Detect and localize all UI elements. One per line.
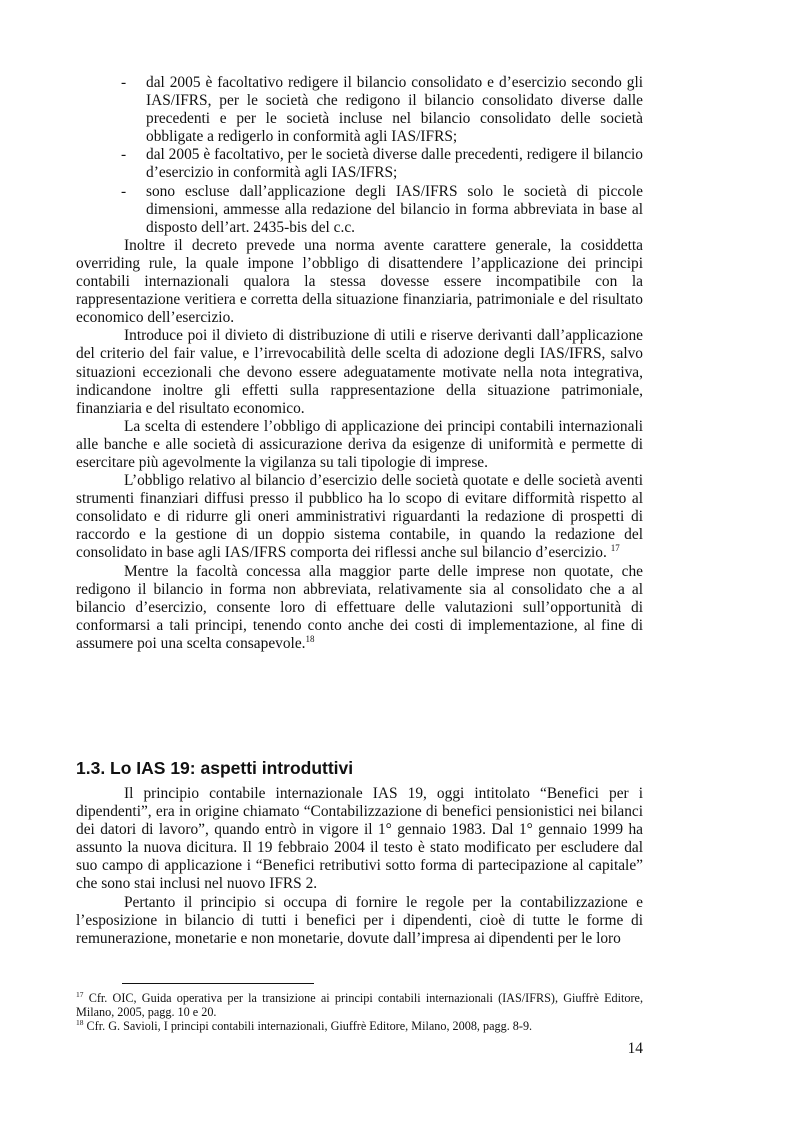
paragraph-unlisted-companies — [76, 563, 643, 653]
footnote-17 — [76, 991, 643, 1019]
paragraph-overriding-rule: Inoltre il decreto prevede una norma avente carattere generale, la cosiddetta overriding rule, la quale impone l’obbligo di disattendere l’applicazione dei principi contabili internazionali qualora la stessa dovesse essere incompatibile con la rappresentazione veritiera e corretta della situazione finanziaria, patrimoniale e del risultato economico dell’esercizio. — [76, 236, 643, 327]
paragraph-banks: La scelta di estendere l’obbligo di applicazione dei principi contabili internazionali alle banche e alle società di assicurazione deriva da esigenze di uniformità e permette di esercitare più agevolmente la vigilanza su tali tipologie di imprese. — [76, 417, 643, 471]
page-number: 14 — [627, 1040, 643, 1057]
paragraph-listed-companies — [76, 472, 643, 562]
footnote-number: 17 — [76, 990, 84, 999]
paragraph-ias19-history: Il principio contabile internazionale IAS 19, oggi intitolato “Benefici per i dipendenti”, era in origine chiamato “Contabilizzazione di benefici pensionistici nei bilanci dei datori di lavoro”, quando entrò in vigore il 1° gennaio 1983. Dal 1° gennaio 1999 ha assunto la nuova dicitura. Il 19 febbraio 2004 il testo è stato modificato per escludere dal suo campo di applicazione i “Benefici retributivi sotto forma di partecipazione al capitale” che sono stai inclusi nel nuovo IFRS 2. — [76, 785, 643, 893]
footnotes — [76, 991, 643, 1033]
footnote-ref-17: 17 — [610, 543, 620, 554]
paragraph-fair-value: Introduce poi il divieto di distribuzione di utili e riserve derivanti dall’applicazione del criterio del fair value, e l’irrevocabilità delle scelta di adozione degli IAS/IFRS, salvo situazioni eccezionali che devono essere adeguatamente motivate nella nota integrativa, indicandone inoltre gli effetti sulla rappresentazione della situazione patrimoniale, finanziaria e del risultato economico. — [76, 327, 643, 417]
footnote-text: Cfr. G. Savioli, I principi contabili internazionali, Giuffrè Editore, Milano, 2008, pagg. 8-9. — [83, 1019, 533, 1033]
paragraph-ias19-scope: Pertanto il principio si occupa di fornire le regole per la contabilizzazione e l’esposizione in bilancio di tutti i benefici per i dipendenti, cioè di tutte le forme di remunerazione, monetarie e non monetarie, dovute dall’impresa ai dipendenti per le loro — [76, 893, 643, 947]
paragraph-text: Mentre la facoltà concessa alla maggior parte delle imprese non quotate, che redigono il bilancio in forma non abbreviata, relativamente sia al consolidato che a al bilancio d’esercizio, consente loro di effettuare delle valutazioni sull’opportunità di conformarsi a tali principi, tenendo conto anche dei costi di implementazione, al fine di assumere poi una scelta consapevole. — [76, 562, 643, 652]
list-item-text: dal 2005 è facoltativo redigere il bilancio consolidato e d’esercizio secondo gli IAS/IFRS, per le società che redigono il bilancio consolidato diverse dalle precedenti e per le società incluse nel bilancio consolidato delle società obbligate a redigerlo in conformità agli IAS/IFRS; — [146, 74, 643, 146]
section-heading: 1.3. Lo IAS 19: aspetti introduttivi — [76, 758, 354, 778]
body-text-section — [76, 785, 643, 948]
list-dash: - — [121, 74, 127, 91]
list-item — [76, 146, 643, 182]
footnote-number: 18 — [76, 1018, 84, 1027]
footnote-text: Cfr. OIC, Guida operativa per la transizione ai principi contabili internazionali (IAS/IFRS), Giuffrè Editore, Milano, 2005, pagg. 10 e 20. — [76, 991, 643, 1019]
footnote-ref-18: 18 — [305, 633, 315, 644]
paragraph-text: L’obbligo relativo al bilancio d’esercizio delle società quotate e delle società aventi strumenti finanziari diffusi presso il pubblico ha lo scopo di evitare difformità rispetto al consolidato e di ridurre gli oneri amministrativi riguardanti la redazione di prospetti di raccordo e la gestione di un doppio sistema contabile, in quando la redazione del consolidato in base agli IAS/IFRS comporta dei riflessi anche sul bilancio d’esercizio. — [76, 472, 643, 562]
list-dash: - — [121, 146, 127, 164]
list-dash: - — [121, 182, 127, 200]
list-item — [76, 74, 643, 146]
list-item-text: sono escluse dall’applicazione degli IAS/IFRS solo le società di piccole dimensioni, ammesse alla redazione del bilancio in forma abbreviata in base al disposto dell’art. 2435-bis del c.c. — [146, 182, 643, 236]
body-text-top — [76, 74, 643, 653]
dash-list — [76, 74, 643, 237]
footnote-separator — [122, 983, 314, 984]
footnote-18 — [76, 1019, 643, 1033]
list-item-text: dal 2005 è facoltativo, per le società diverse dalle precedenti, redigere il bilancio d’esercizio in conformità agli IAS/IFRS; — [146, 146, 643, 182]
list-item — [76, 183, 643, 237]
